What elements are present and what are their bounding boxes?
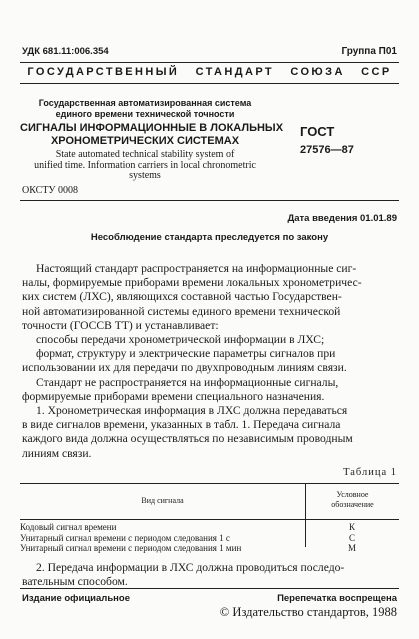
legal-notice: Несоблюдение стандарта преследуется по закону	[90, 232, 329, 243]
reprint-note: Перепечатка воспрещена	[277, 593, 397, 604]
cell-kind: Кодовый сигнал времени	[20, 522, 117, 532]
effective-date: Дата введения 01.01.89	[287, 213, 397, 224]
text-line: 2. Передача информации в ЛХС должна проводиться последо-	[36, 561, 345, 574]
copyright: © Издательство стандартов, 1988	[219, 605, 397, 619]
cell-symbol: М	[347, 543, 356, 553]
table-row	[20, 522, 399, 533]
text-line: ких систем (ЛХС), являющихся составной частью Государствен-	[22, 290, 342, 304]
table-row	[20, 533, 399, 544]
table-body	[20, 522, 399, 554]
english-line-1: State automated technical stability system of	[55, 149, 235, 160]
table-row	[20, 543, 399, 554]
text-line: в виде сигналов времени, указанных в табл. 1. Передача сигнала	[22, 418, 341, 432]
text-line: ной автоматизированной системы единого времени технической	[22, 304, 341, 318]
udk-code: УДК 681.11:006.354	[22, 46, 109, 57]
footer-rule	[20, 588, 399, 589]
gost-number: 27576—87	[300, 144, 354, 156]
header-symbol-line-1: Условное	[336, 490, 369, 499]
title-line-2: ХРОНОМЕТРИЧЕСКИХ СИСТЕМАХ	[50, 134, 240, 147]
header-symbol-line-2: обозначение	[331, 500, 374, 509]
text-line: способы передачи хронометрической информации в ЛХС;	[36, 333, 325, 347]
paragraph-intro	[22, 262, 397, 461]
text-line: 1. Хронометрическая информация в ЛХС должна передаваться	[36, 404, 348, 418]
english-line-2: unified time. Information carriers in local chronometric	[34, 159, 256, 171]
cell-kind: Унитарный сигнал времени с периодом следования 1 мин	[20, 543, 242, 553]
group-code: Группа П01	[341, 46, 397, 57]
table-top-rule	[20, 483, 399, 484]
text-line: Стандарт не распространяется на информационные сигналы,	[36, 375, 339, 389]
standard-banner: ГОСУДАРСТВЕННЫЙ СТАНДАРТ СОЮЗА ССР	[27, 66, 392, 78]
text-line: формируемые приборами времени специального назначения.	[22, 389, 325, 403]
edition-note: Издание официальное	[22, 593, 130, 604]
table-caption: Таблица 1	[343, 467, 397, 478]
text-line: налы, формируемые приборами времени локальных хронометричес-	[22, 276, 362, 290]
paragraph-transmission	[22, 561, 397, 589]
cell-kind: Унитарный сигнал времени с периодом следования 1 с	[20, 532, 230, 543]
text-line: точности (ГОССВ ТТ) и устанавливает:	[22, 318, 219, 332]
system-line-2: единого времени технической точности	[55, 109, 235, 119]
gost-label: ГОСТ	[300, 124, 335, 139]
text-line: использовании их для передачи по двухпроводным линиям связи.	[22, 361, 347, 375]
text-line: вательным способом.	[22, 575, 128, 589]
cell-symbol: С	[348, 532, 355, 543]
banner-rule	[20, 83, 399, 84]
document-title	[20, 122, 284, 147]
english-title	[20, 150, 270, 182]
title-line-1: СИГНАЛЫ ИНФОРМАЦИОННЫЕ В ЛОКАЛЬНЫХ	[20, 122, 284, 134]
cell-symbol: К	[348, 522, 355, 532]
column-header-kind: Вид сигнала	[141, 496, 184, 505]
text-line: линиям связи.	[22, 446, 92, 460]
system-name	[20, 98, 270, 120]
text-line: Настоящий стандарт распространяется на информационные сиг-	[36, 262, 357, 275]
okstu-code: ОКСТУ 0008	[22, 185, 79, 196]
title-rule	[20, 200, 399, 201]
english-line-3: systems	[129, 170, 161, 181]
system-line-1: Государственная автоматизированная система	[38, 98, 252, 108]
table-header-rule	[20, 519, 399, 520]
column-header-symbol	[306, 490, 399, 510]
top-rule	[20, 62, 399, 63]
text-line: каждого вида должна осуществляться по независимым проводным	[22, 432, 353, 446]
text-line: формат, структуру и электрические параметры сигналов при	[36, 347, 336, 361]
